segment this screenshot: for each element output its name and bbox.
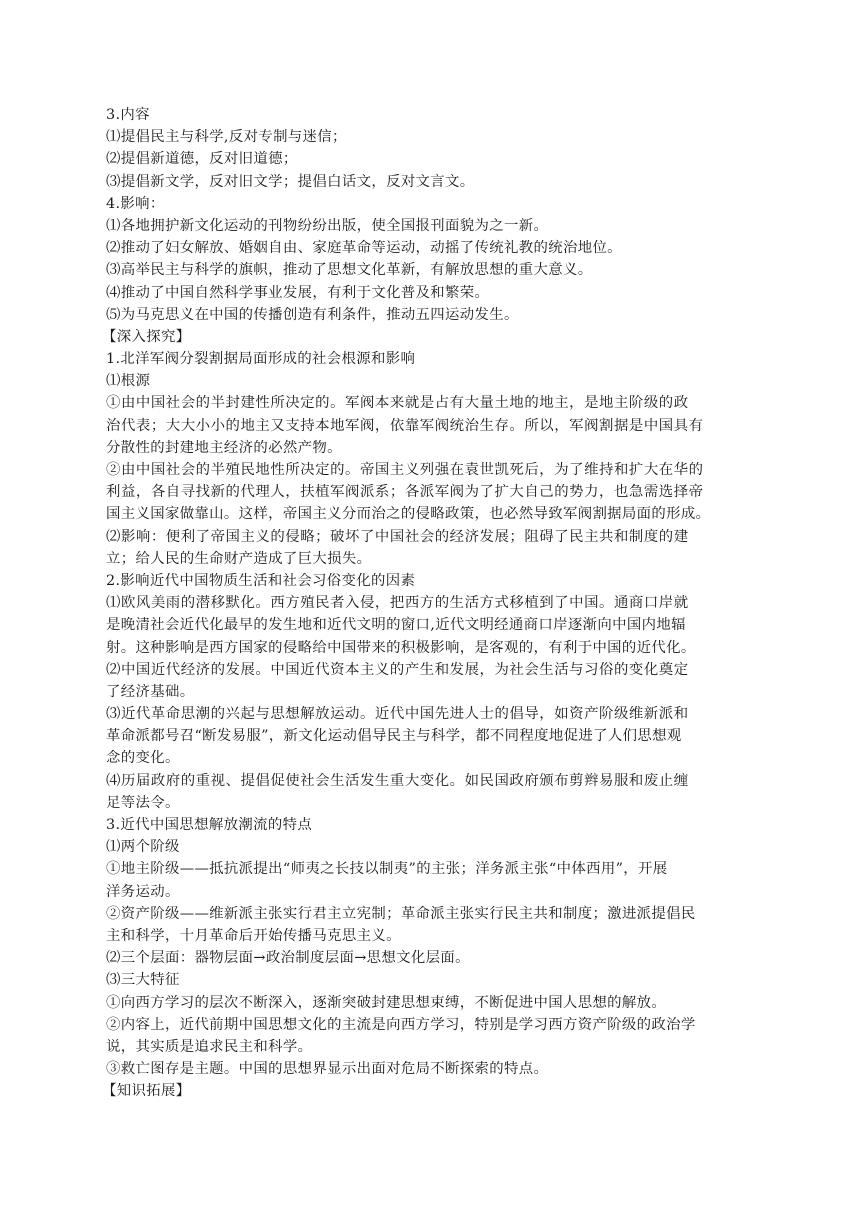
list-item: ⑵三个层面：器物层面→政治制度层面→思想文化层面。 — [106, 950, 470, 967]
paragraph-line: 立；给人民的生命财产造成了巨大损失。 — [106, 550, 372, 567]
paragraph-line: 革命派都号召“断发易服”，新文化运动倡导民主与科学，都不同程度地促进了人们思想观 — [106, 728, 682, 745]
paragraph-line: 国主义国家做靠山。这样，帝国主义分而治之的侵略政策，也必然导致军阀割据局面的形成。 — [106, 506, 711, 523]
paragraph-line: ②由中国社会的半殖民地性所决定的。帝国主义列强在袁世凯死后，为了维持和扩大在华的 — [106, 462, 704, 478]
section-title-knowledge-extension: 【知识拓展】 — [102, 1083, 191, 1100]
paragraph-line: 治代表；大大小小的地主又支持本地军阀，依靠军阀统治生存。所以，军阀割据是中国具有 — [106, 417, 704, 434]
paragraph-line: 洋务运动。 — [106, 883, 180, 900]
list-item: ⑵推动了妇女解放、婚姻自由、家庭革命等运动，动摇了传统礼教的统治地位。 — [106, 240, 622, 257]
list-item: ⑴各地拥护新文化运动的刊物纷纷出版，使全国报刊面貌为之一新。 — [106, 217, 549, 234]
paragraph-line: 是晚清社会近代化最早的发生地和近代文明的窗口,近代文明经通商口岸逐渐向中国内地辐 — [106, 617, 686, 634]
section-heading: 3.内容 — [106, 107, 150, 123]
list-item: ⑴提倡民主与科学,反对专制与迷信； — [106, 129, 347, 146]
list-item: ⑵提倡新道德，反对旧道德； — [106, 151, 298, 168]
subsection-heading: 3.近代中国思想解放潮流的特点 — [106, 817, 313, 833]
section-title-deep-inquiry: 【深入探究】 — [102, 328, 191, 345]
paragraph-line: 说，其实质是追求民主和科学。 — [106, 1038, 313, 1055]
list-item: ⑴根源 — [106, 373, 151, 390]
list-item: ⑶提倡新文学，反对旧文学；提倡白话文，反对文言文。 — [106, 173, 475, 190]
section-heading: 4.影响： — [106, 195, 165, 212]
paragraph-line: 主和科学，十月革命后开始传播马克思主义。 — [106, 927, 401, 944]
paragraph-line: ⑵中国近代经济的发展。中国近代资本主义的产生和发展，为社会生活与习俗的变化奠定 — [106, 661, 689, 678]
paragraph-line: ⑷历届政府的重视、提倡促使社会生活发生重大变化。如民国政府颁布剪辫易服和废止缠 — [106, 772, 689, 789]
list-item: ⑶三大特征 — [106, 972, 180, 989]
document-body — [102, 104, 758, 1102]
list-item: ⑸为马克思义在中国的传播创造有利条件，推动五四运动发生。 — [106, 306, 519, 323]
paragraph-line: ⑴欧风美雨的潜移默化。西方殖民者入侵，把西方的生活方式移植到了中国。通商口岸就 — [106, 595, 689, 612]
paragraph-line: ①地主阶级——抵抗派提出“师夷之长技以制夷”的主张；洋务派主张“中体西用”，开展 — [106, 861, 668, 878]
paragraph-line: 了经济基础。 — [106, 683, 195, 700]
paragraph-line: ⑶近代革命思潮的兴起与思想解放运动。近代中国先进人士的倡导，如资产阶级维新派和 — [106, 706, 689, 723]
paragraph-line: 足等法令。 — [106, 794, 180, 811]
paragraph-line: ③救亡图存是主题。中国的思想界显示出面对危局不断探索的特点。 — [106, 1061, 549, 1078]
paragraph-line: ②资产阶级——维新派主张实行君主立宪制；革命派主张实行民主共和制度；激进派提倡民 — [106, 905, 696, 922]
paragraph-line: ②内容上，近代前期中国思想文化的主流是向西方学习，特别是学习西方资产阶级的政治学 — [106, 1016, 696, 1033]
paragraph-line: 念的变化。 — [106, 750, 180, 767]
paragraph-line: 利益，各自寻找新的代理人，扶植军阀派系；各派军阀为了扩大自己的势力，也急需选择帝 — [106, 484, 704, 501]
paragraph-line: 射。这种影响是西方国家的侵略给中国带来的积极影响，是客观的，有利于中国的近代化。 — [106, 639, 696, 656]
paragraph-line: 分散性的封建地主经济的必然产物。 — [106, 439, 342, 456]
paragraph-line: ①向西方学习的层次不断深入，逐渐突破封建思想束缚，不断促进中国人思想的解放。 — [106, 994, 667, 1011]
list-item: ⑶高举民主与科学的旗帜，推动了思想文化革新，有解放思想的重大意义。 — [106, 262, 593, 279]
list-item: ⑴两个阶级 — [106, 839, 180, 856]
paragraph-line: ①由中国社会的半封建性所决定的。军阀本来就是占有大量土地的地主，是地主阶级的政 — [106, 395, 689, 412]
subsection-heading: 1.北洋军阀分裂割据局面形成的社会根源和影响 — [106, 351, 416, 368]
subsection-heading: 2.影响近代中国物质生活和社会习俗变化的因素 — [106, 572, 416, 589]
list-item: ⑷推动了中国自然科学事业发展，有利于文化普及和繁荣。 — [106, 284, 490, 301]
paragraph-line: ⑵影响：便利了帝国主义的侵略；破坏了中国社会的经济发展；阻碍了民主共和制度的建 — [106, 528, 689, 545]
